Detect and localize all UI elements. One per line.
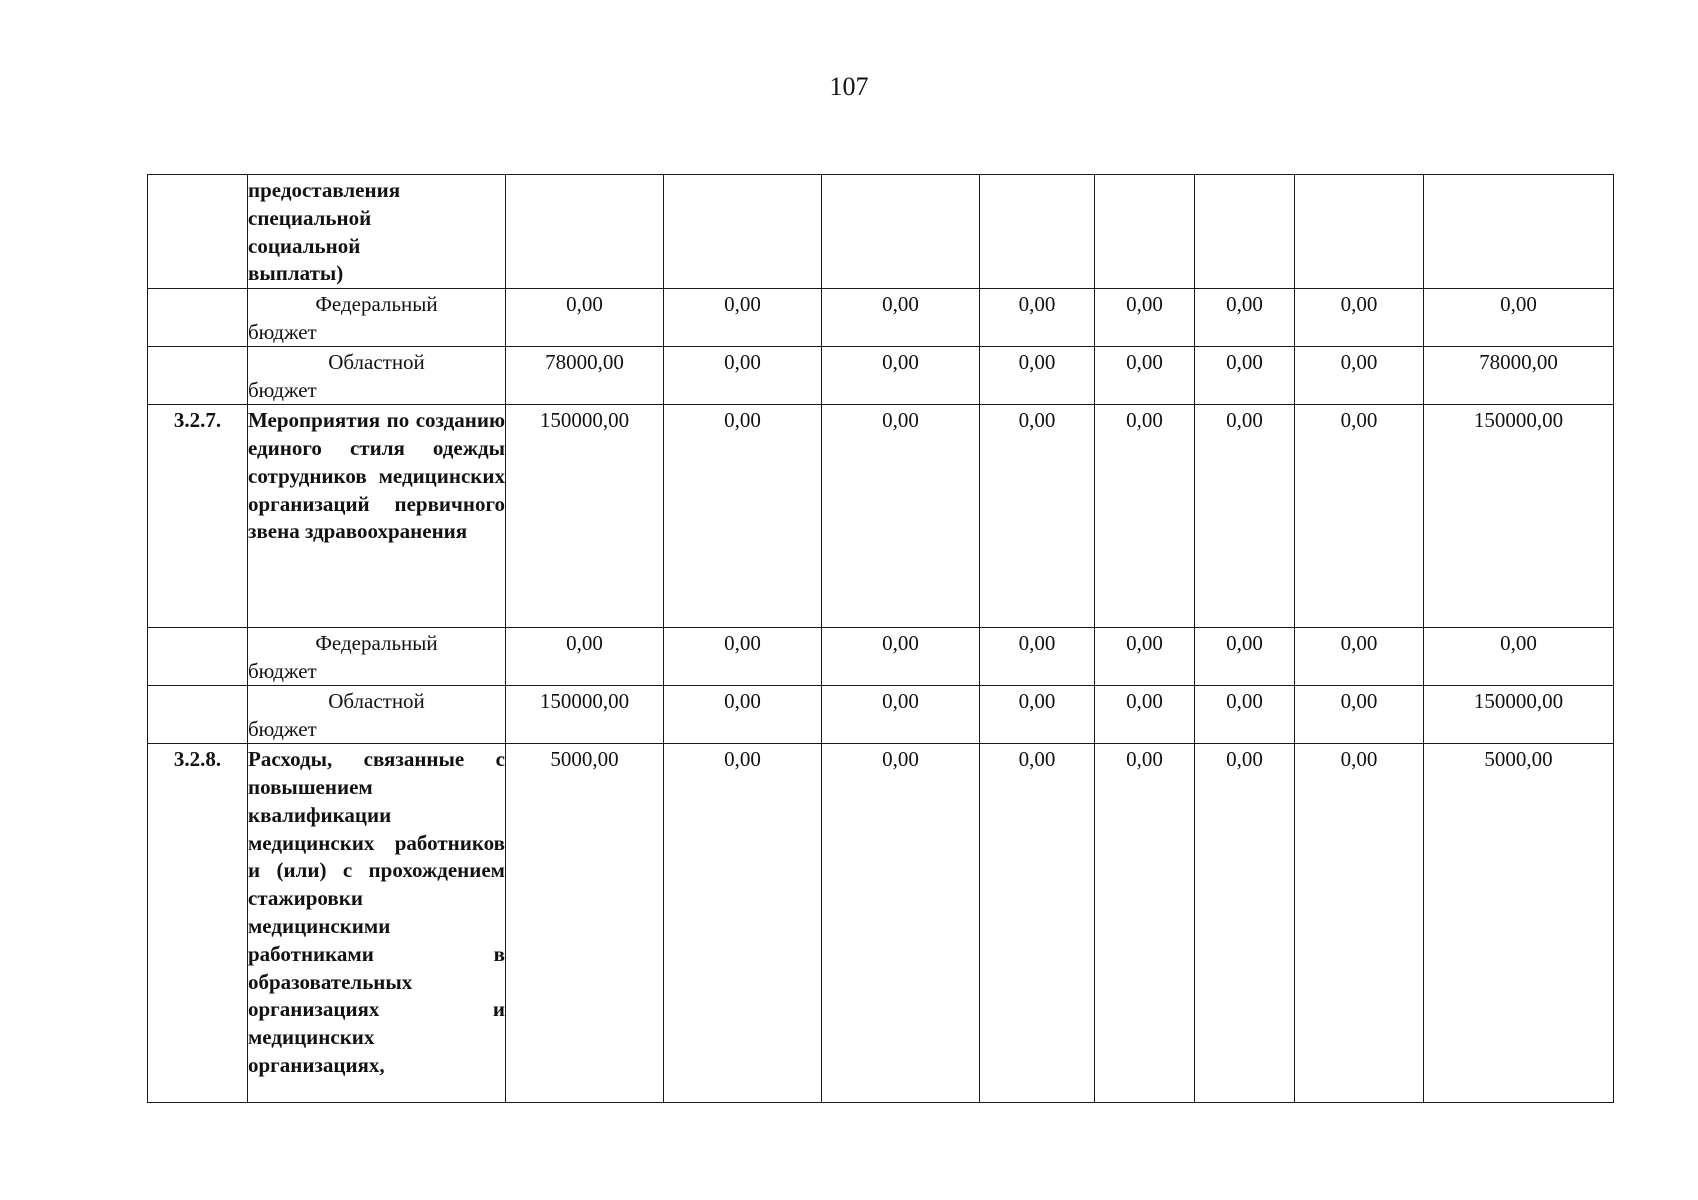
value-cell	[506, 175, 664, 289]
value-cell: 0,00	[1295, 628, 1424, 686]
value-cell	[822, 175, 980, 289]
name-line: выплаты)	[248, 261, 344, 286]
value-cell: 0,00	[506, 628, 664, 686]
value-cell: 5000,00	[506, 744, 664, 1103]
value-cell: 0,00	[980, 289, 1095, 347]
value-cell: 0,00	[1195, 405, 1295, 628]
value-cell: 0,00	[822, 686, 980, 744]
table-row	[148, 347, 1614, 405]
value-cell: 0,00	[1195, 289, 1295, 347]
row-name	[248, 175, 506, 289]
value-cell: 0,00	[980, 347, 1095, 405]
row-name	[248, 405, 506, 628]
value-cell: 0,00	[664, 744, 822, 1103]
source-name-suffix: бюджет	[248, 716, 317, 741]
name-line: специальной	[248, 205, 372, 230]
budget-table	[147, 174, 1614, 1103]
table-row	[148, 744, 1614, 1103]
value-cell: 0,00	[822, 405, 980, 628]
value-cell	[980, 175, 1095, 289]
table-row	[148, 686, 1614, 744]
value-cell	[664, 175, 822, 289]
value-cell: 5000,00	[1424, 744, 1614, 1103]
value-cell: 150000,00	[506, 405, 664, 628]
source-name: Федеральный	[315, 292, 438, 317]
value-cell: 0,00	[664, 289, 822, 347]
item-name: Расходы, связанные с повышением квалификации медицинских работников и (или) с прохождением стажировки медицинскими работниками в образовательных организациях и медицинских организациях,	[248, 747, 505, 1077]
value-cell: 0,00	[980, 686, 1095, 744]
value-cell: 0,00	[980, 744, 1095, 1103]
value-cell: 0,00	[1195, 347, 1295, 405]
source-name: Областной	[328, 350, 425, 375]
value-cell: 0,00	[1095, 289, 1195, 347]
value-cell: 0,00	[1424, 289, 1614, 347]
value-cell: 0,00	[1095, 405, 1195, 628]
value-cell: 78000,00	[506, 347, 664, 405]
value-cell: 0,00	[1424, 628, 1614, 686]
value-cell: 0,00	[822, 289, 980, 347]
value-cell	[1195, 175, 1295, 289]
row-name	[248, 289, 506, 347]
row-code	[148, 686, 248, 744]
value-cell: 0,00	[980, 405, 1095, 628]
row-code	[148, 289, 248, 347]
name-line: предоставления	[248, 178, 401, 202]
row-code	[148, 628, 248, 686]
value-cell: 0,00	[1095, 686, 1195, 744]
value-cell: 0,00	[1295, 289, 1424, 347]
value-cell: 150000,00	[1424, 405, 1614, 628]
row-name	[248, 347, 506, 405]
source-name: Областной	[328, 689, 425, 714]
row-code: 3.2.7.	[148, 405, 248, 628]
value-cell: 0,00	[1195, 686, 1295, 744]
source-name-suffix: бюджет	[248, 658, 317, 683]
value-cell: 0,00	[506, 289, 664, 347]
value-cell: 0,00	[1095, 744, 1195, 1103]
value-cell: 0,00	[980, 628, 1095, 686]
value-cell: 0,00	[664, 686, 822, 744]
table-row	[148, 175, 1614, 289]
value-cell: 0,00	[1195, 628, 1295, 686]
table-row	[148, 628, 1614, 686]
value-cell: 0,00	[1095, 347, 1195, 405]
source-name-suffix: бюджет	[248, 377, 317, 402]
value-cell: 0,00	[822, 628, 980, 686]
value-cell: 0,00	[1295, 405, 1424, 628]
value-cell: 0,00	[1195, 744, 1295, 1103]
value-cell: 0,00	[1095, 628, 1195, 686]
value-cell: 0,00	[1295, 744, 1424, 1103]
value-cell: 0,00	[664, 628, 822, 686]
row-name	[248, 744, 506, 1103]
item-name: Мероприятия по созданию единого стиля одежды сотрудников медицинских организаций первичного звена здравоохранения	[248, 408, 505, 544]
value-cell	[1424, 175, 1614, 289]
value-cell: 0,00	[664, 347, 822, 405]
value-cell: 150000,00	[1424, 686, 1614, 744]
value-cell	[1095, 175, 1195, 289]
row-code	[148, 347, 248, 405]
value-cell: 0,00	[822, 744, 980, 1103]
source-name: Федеральный	[315, 631, 438, 656]
row-code	[148, 175, 248, 289]
name-line: социальной	[248, 233, 361, 258]
row-code: 3.2.8.	[148, 744, 248, 1103]
value-cell: 0,00	[822, 347, 980, 405]
source-name-suffix: бюджет	[248, 319, 317, 344]
row-name	[248, 628, 506, 686]
value-cell	[1295, 175, 1424, 289]
value-cell: 0,00	[1295, 347, 1424, 405]
value-cell: 150000,00	[506, 686, 664, 744]
table-row	[148, 405, 1614, 628]
row-name	[248, 686, 506, 744]
value-cell: 0,00	[664, 405, 822, 628]
table-row	[148, 289, 1614, 347]
value-cell: 0,00	[1295, 686, 1424, 744]
page-number: 107	[829, 72, 869, 101]
value-cell: 78000,00	[1424, 347, 1614, 405]
